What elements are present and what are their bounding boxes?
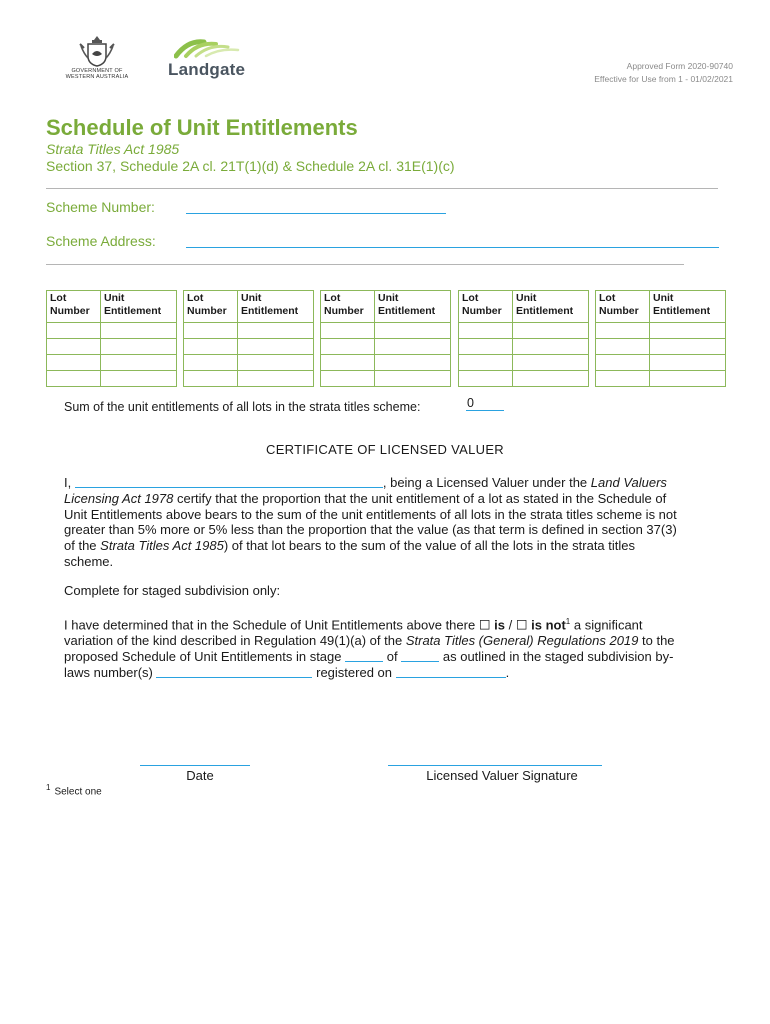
lot-number-header [184,291,238,323]
bylaws-number-field[interactable] [156,666,312,678]
unit-entitlement-cell[interactable] [101,323,177,339]
table-header-row [596,291,726,323]
unit-entitlement-cell[interactable] [101,339,177,355]
footnote-text: Select one [54,786,102,798]
table-header-row [459,291,589,323]
unit-entitlement-header [375,291,451,323]
form-approval-info [594,60,733,86]
table-row [47,371,177,387]
registration-date-field[interactable] [396,666,506,678]
unit-entitlement-header-text: Unit [378,292,399,304]
statement-text: of [386,648,398,664]
table-row [321,323,451,339]
lot-number-header-text: Number [462,305,502,317]
act-name: Land Valuers Licensing Act 1978 [64,475,667,506]
table-row [321,339,451,355]
unit-entitlement-cell[interactable] [513,371,589,387]
unit-entitlement-cell[interactable] [375,371,451,387]
unit-entitlement-cell[interactable] [238,323,314,339]
statement-text: registered on [316,664,392,680]
lot-number-header-text: Number [187,305,227,317]
scheme-address-line-2[interactable] [46,264,684,265]
lot-number-cell[interactable] [321,355,375,371]
certificate-statement [64,475,682,570]
unit-entitlement-header [101,291,177,323]
lot-number-cell[interactable] [184,339,238,355]
lot-number-header-text: Lot [324,292,341,304]
unit-entitlement-header [238,291,314,323]
statement-text: a significant variation of the kind described in Regulation 49(1)(a) of the [64,617,643,649]
lot-number-cell[interactable] [596,371,650,387]
lot-number-header-text: Lot [462,292,479,304]
table-row [459,355,589,371]
unit-entitlement-header-text: Unit [653,292,674,304]
valuer-name-field[interactable] [75,476,383,488]
sum-label: Sum of the unit entitlements of all lots in the strata titles scheme: [64,400,421,414]
lot-number-cell[interactable] [596,323,650,339]
lot-number-cell[interactable] [184,355,238,371]
statement-text: as [442,648,457,664]
page-title: Schedule of Unit Entitlements [46,115,358,140]
approved-form-number: Approved Form 2020-90740 [626,61,733,71]
scheme-number-label: Scheme Number: [46,199,155,215]
is-not-checkbox[interactable]: ☐ [515,617,528,633]
lot-number-cell[interactable] [321,339,375,355]
unit-entitlement-header-text: Unit [104,292,125,304]
staged-subdivision-note: Complete for staged subdivision only: [64,583,281,598]
unit-entitlement-table [320,290,451,387]
lot-number-header-text: Lot [187,292,204,304]
unit-entitlement-cell[interactable] [101,355,177,371]
lot-number-cell[interactable] [47,371,101,387]
unit-entitlement-header-text: Entitlement [653,305,711,317]
unit-entitlement-header [650,291,726,323]
lot-number-cell[interactable] [596,355,650,371]
stage-field[interactable] [345,650,383,662]
unit-entitlement-header-text: Entitlement [241,305,299,317]
scheme-address-field[interactable] [186,247,719,248]
unit-entitlement-cell[interactable] [238,339,314,355]
signature-field[interactable] [388,765,602,766]
lot-number-cell[interactable] [184,371,238,387]
table-row [459,339,589,355]
unit-entitlement-cell[interactable] [513,355,589,371]
unit-entitlement-cell[interactable] [650,339,726,355]
table-row [596,323,726,339]
table-row [321,371,451,387]
separator: / [508,617,513,633]
unit-entitlement-table [183,290,314,387]
table-header-row [321,291,451,323]
lot-number-cell[interactable] [459,339,513,355]
table-row [321,355,451,371]
crest-icon [78,34,116,68]
lot-number-cell[interactable] [321,371,375,387]
scheme-number-field[interactable] [186,213,446,214]
statement-text: I, [64,475,72,490]
unit-entitlement-cell[interactable] [650,323,726,339]
signature-label: Licensed Valuer Signature [426,768,578,783]
table-row [596,371,726,387]
lot-number-cell[interactable] [459,355,513,371]
lot-number-header-text: Number [50,305,90,317]
unit-entitlement-cell[interactable] [650,355,726,371]
regulation-name: Strata Titles (General) Regulations 2019 [405,633,639,649]
lot-number-cell[interactable] [321,323,375,339]
table-row [184,339,314,355]
table-header-row [47,291,177,323]
effective-date: Effective for Use from 1 - 01/02/2021 [594,74,733,84]
lot-number-cell[interactable] [47,339,101,355]
table-row [47,355,177,371]
lot-number-header [47,291,101,323]
landgate-leaf-icon [174,38,244,60]
unit-entitlement-cell[interactable] [238,355,314,371]
staged-determination [64,614,682,681]
lot-number-cell[interactable] [184,323,238,339]
lot-number-header [596,291,650,323]
lot-number-cell[interactable] [459,371,513,387]
unit-entitlement-cell[interactable] [375,339,451,355]
lot-number-cell[interactable] [47,323,101,339]
table-row [596,355,726,371]
lot-number-header-text: Lot [50,292,67,304]
statement-text: ) of that lot bears to the sum of the value of all the lots in the strata titles scheme. [64,538,636,569]
lot-number-header [321,291,375,323]
unit-entitlement-header-text: Unit [241,292,262,304]
lot-number-header [459,291,513,323]
is-checkbox[interactable]: ☐ [478,617,491,633]
unit-entitlement-header-text: Entitlement [516,305,574,317]
unit-entitlement-table [458,290,589,387]
section-reference: Section 37, Schedule 2A cl. 21T(1)(d) & Schedule 2A cl. 31E(1)(c) [46,158,455,174]
statement-text: I have determined that in the Schedule of Unit Entitlements above there [64,617,476,633]
date-label: Date [186,768,214,783]
crest-caption: GOVERNMENT OF WESTERN AUSTRALIA [65,68,129,80]
lot-number-cell[interactable] [459,323,513,339]
lot-number-cell[interactable] [596,339,650,355]
sum-value-field[interactable]: 0 [466,396,504,411]
unit-entitlement-cell[interactable] [101,371,177,387]
table-row [459,323,589,339]
unit-entitlement-cell[interactable] [375,323,451,339]
unit-entitlement-cell[interactable] [650,371,726,387]
unit-entitlement-cell[interactable] [375,355,451,371]
unit-entitlement-cell[interactable] [513,323,589,339]
is-not-option: is not [531,617,566,633]
act-name: Strata Titles Act 1985 [100,538,224,554]
table-row [184,323,314,339]
statement-text: to the proposed Schedule of Unit Entitlements in stage [64,633,675,664]
statement-text: . [505,664,510,680]
unit-entitlement-header-text: Entitlement [378,305,436,317]
table-row [184,355,314,371]
statement-text: outlined in the staged subdivision by-laws number(s) [64,648,674,680]
table-row [47,339,177,355]
unit-entitlement-cell[interactable] [238,371,314,387]
table-row [184,371,314,387]
lot-number-cell[interactable] [47,355,101,371]
wa-government-crest [62,34,132,88]
stage-total-field[interactable] [401,650,439,662]
statement-text: certify that the proportion that the unit entitlement of a lot as stated in the Schedule of Unit Entitlements above bears to the sum of the unit entitlements of all lots in the strata titles scheme is not greater than 5% more or 5% less than the proportion that the value (as that term is defined in section 37(3) of the [64,490,677,554]
certificate-title: CERTIFICATE OF LICENSED VALUER [266,442,504,457]
table-header-row [184,291,314,323]
scheme-address-label: Scheme Address: [46,233,156,249]
unit-entitlement-header-text: Entitlement [104,305,162,317]
lot-number-header-text: Number [324,305,364,317]
lot-number-header-text: Number [599,305,639,317]
footnote [46,783,102,797]
unit-entitlement-header-text: Unit [516,292,537,304]
unit-entitlement-table [46,290,177,387]
unit-entitlement-cell[interactable] [513,339,589,355]
footnote-number: 1 [46,783,51,792]
unit-entitlement-header [513,291,589,323]
lot-number-header-text: Lot [599,292,616,304]
table-row [459,371,589,387]
footnote-marker: 1 [565,617,571,626]
unit-entitlement-table [595,290,726,387]
divider [46,188,718,189]
date-field[interactable] [140,765,250,766]
table-row [596,339,726,355]
landgate-wordmark: Landgate [168,60,246,79]
is-option: is [494,617,505,633]
landgate-logo [166,38,256,82]
table-row [47,323,177,339]
act-reference: Strata Titles Act 1985 [46,141,180,157]
statement-text: , being a Licensed Valuer under the [382,475,588,490]
